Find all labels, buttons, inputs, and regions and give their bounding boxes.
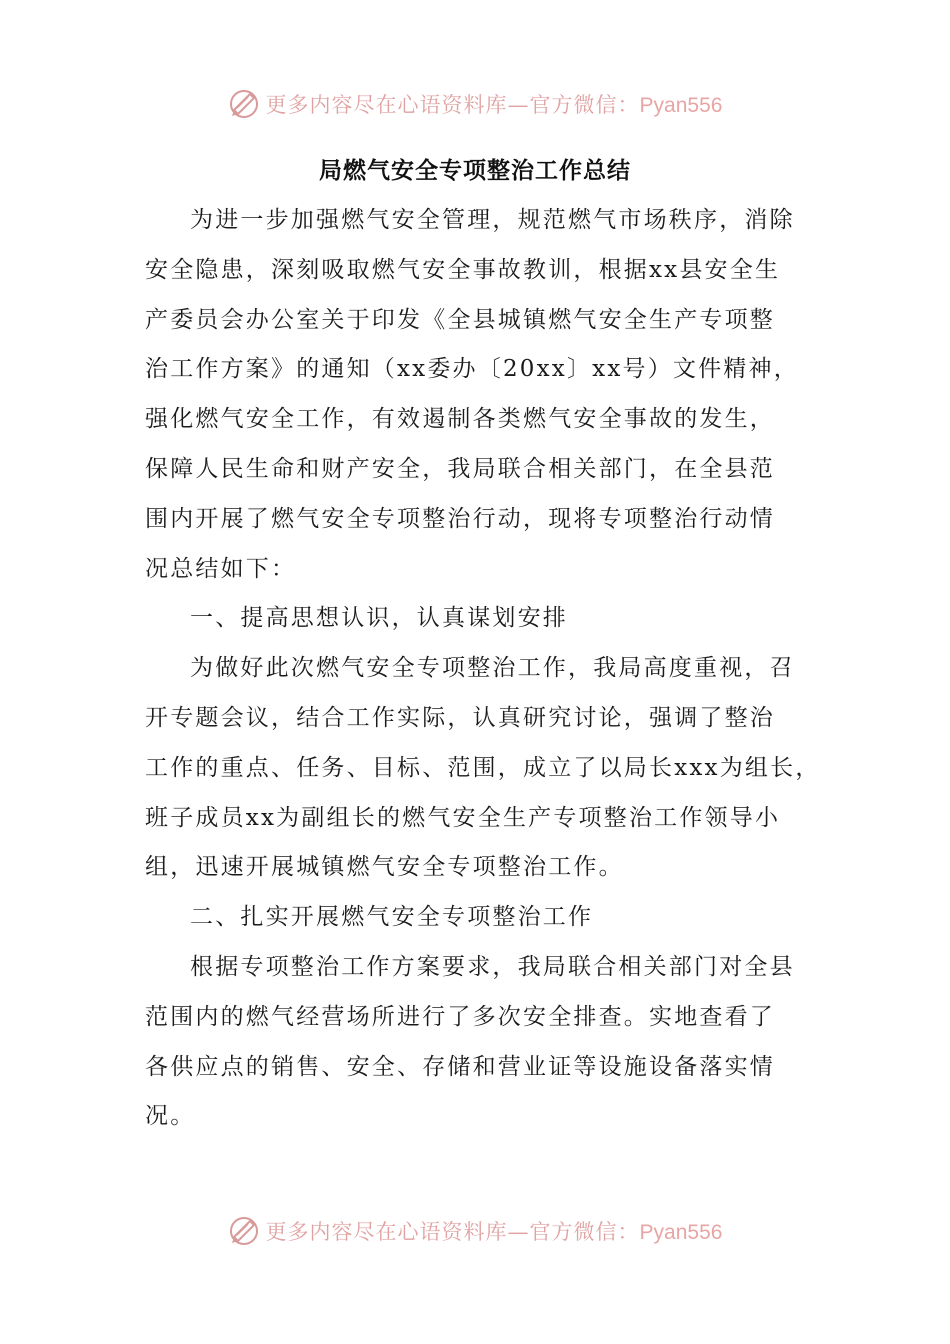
pen-logo-icon <box>228 88 260 120</box>
paragraph-line: 围内开展了燃气安全专项整治行动，现将专项整治行动情 <box>145 505 775 532</box>
watermark-header <box>0 84 950 124</box>
watermark-text-cn: 更多内容尽在心语资料库—官方微信： <box>265 93 640 117</box>
paragraph-line: 产委员会办公室关于印发《全县城镇燃气安全生产专项整 <box>145 306 775 333</box>
paragraph-line: 保障人民生命和财产安全，我局联合相关部门，在全县范 <box>145 455 775 482</box>
pen-logo-icon <box>228 1215 260 1247</box>
watermark-wechat-id: Pyan556 <box>639 94 723 117</box>
section-heading: 二、扎实开展燃气安全专项整治工作 <box>190 904 594 931</box>
paragraph-line: 强化燃气安全工作，有效遏制各类燃气安全事故的发生， <box>145 406 775 433</box>
watermark-text <box>266 1216 723 1246</box>
paragraph-line: 根据专项整治工作方案要求，我局联合相关部门对全县 <box>190 953 795 980</box>
paragraph-line: 安全隐患，深刻吸取燃气安全事故教训，根据xx县安全生 <box>145 256 781 283</box>
paragraph-line: 开专题会议，结合工作实际，认真研究讨论，强调了整治 <box>145 704 775 731</box>
watermark-text <box>266 89 723 119</box>
document-body <box>145 196 825 1142</box>
paragraph-line: 组，迅速开展城镇燃气安全专项整治工作。 <box>145 854 624 881</box>
watermark-footer <box>0 1211 950 1251</box>
document-title: 局燃气安全专项整治工作总结 <box>319 158 631 184</box>
paragraph-line: 况。 <box>145 1103 196 1130</box>
paragraph-line: 为进一步加强燃气安全管理，规范燃气市场秩序，消除 <box>190 207 795 233</box>
paragraph-line: 各供应点的销售、安全、存储和营业证等设施设备落实情 <box>145 1053 775 1080</box>
watermark-text-cn: 更多内容尽在心语资料库—官方微信： <box>265 1220 640 1244</box>
paragraph-line: 班子成员xx为副组长的燃气安全生产专项整治工作领导小 <box>145 804 781 831</box>
paragraph-line: 治工作方案》的通知（xx委办〔20xx〕xx号）文件精神， <box>145 356 799 383</box>
paragraph-line: 范围内的燃气经营场所进行了多次安全排查。实地查看了 <box>145 1003 775 1030</box>
paragraph-line: 况总结如下： <box>145 555 297 582</box>
section-heading: 一、提高思想认识，认真谋划安排 <box>190 605 568 632</box>
paragraph-line: 为做好此次燃气安全专项整治工作，我局高度重视，召 <box>190 655 795 682</box>
paragraph-line: 工作的重点、任务、目标、范围，成立了以局长xxx为组长， <box>145 754 821 781</box>
watermark-wechat-id: Pyan556 <box>639 1221 723 1244</box>
